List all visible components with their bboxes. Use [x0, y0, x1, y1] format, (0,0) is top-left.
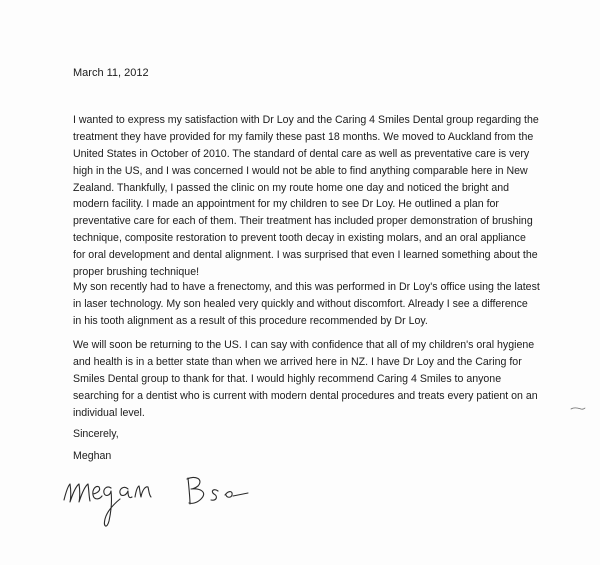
- paragraph-line: high in the US, and I was concerned I would not be able to find anything comparable here in New: [73, 164, 528, 177]
- closing-salutation: Sincerely,: [73, 428, 119, 440]
- signer-name: Meghan: [73, 450, 112, 462]
- paragraph-line: United States in October of 2010. The standard of dental care as well as preventative care is very: [73, 147, 530, 160]
- paragraph-line: I wanted to express my satisfaction with Dr Loy and the Caring 4 Smiles Dental group regarding the: [73, 114, 539, 126]
- paragraph-satisfaction: [73, 112, 539, 281]
- paragraph-line: treatment they have provided for my family these past 18 months. We moved to Auckland from the: [73, 130, 534, 143]
- paragraph-line: preventative care for each of them. Their treatment has included proper demonstration of brushing: [73, 215, 533, 228]
- paragraph-line: We will soon be returning to the US. I can say with confidence that all of my children's oral hygiene: [73, 339, 535, 351]
- signature-text: Megan Bs: [58, 538, 63, 539]
- paragraph-line: individual level.: [73, 406, 145, 419]
- paragraph-line: in his tooth alignment as a result of this procedure recommended by Dr Loy.: [73, 314, 428, 327]
- paragraph-line: Smiles Dental group to thank for that. I would highly recommend Caring 4 Smiles to anyone: [73, 372, 502, 385]
- paragraph-line: proper brushing technique!: [73, 266, 200, 279]
- paragraph-line: for oral development and dental alignment. I was surprised that even I learned something about the: [73, 249, 538, 262]
- paragraph-line: in laser technology. My son healed very quickly and without discomfort. Already I see a difference: [73, 297, 528, 310]
- paragraph-line: technique, composite restoration to prevent tooth decay in existing molars, and an oral appliance: [73, 232, 526, 245]
- paragraph-line: and health is in a better state than when we arrived here in NZ. I have Dr Loy and the Caring for: [73, 355, 522, 368]
- stray-mark: [569, 404, 587, 412]
- paragraph-recommendation: [73, 337, 538, 421]
- paragraph-line: searching for a dentist who is current with modern dental procedures and treats every patient on an: [73, 389, 538, 402]
- paragraph-line: Zealand. Thankfully, I passed the clinic on my route home one day and noticed the bright and: [73, 181, 509, 194]
- paragraph-line: modern facility. I made an appointment for my children to see Dr Loy. He outlined a plan for: [73, 198, 499, 211]
- paragraph-frenectomy: [73, 279, 540, 330]
- handwritten-signature: [58, 464, 268, 539]
- letter-date: March 11, 2012: [73, 67, 149, 79]
- paragraph-line: My son recently had to have a frenectomy, and this was performed in Dr Loy's office using the latest: [73, 281, 540, 293]
